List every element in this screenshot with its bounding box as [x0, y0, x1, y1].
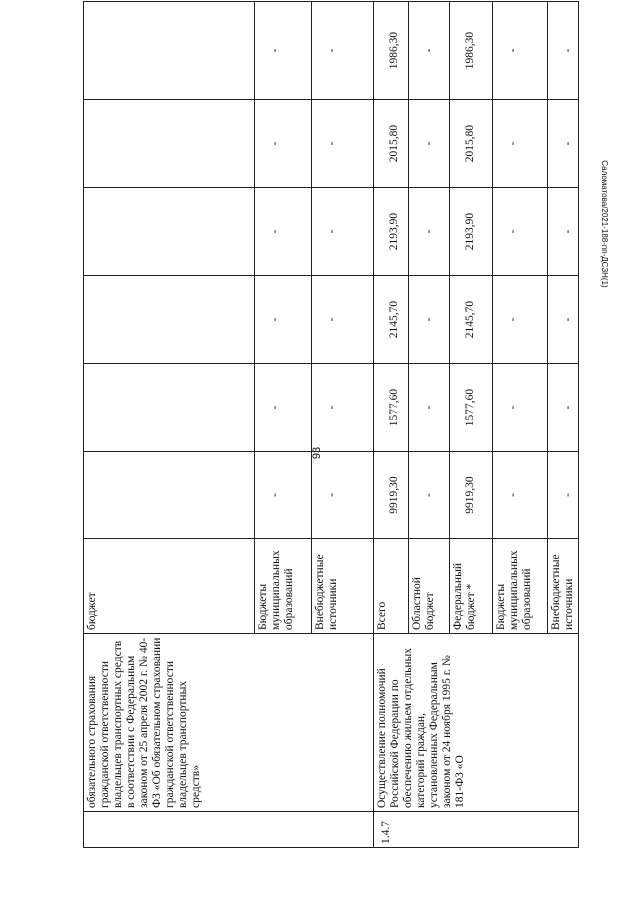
row-code: 1.4.7 [374, 812, 579, 848]
total-value [84, 452, 255, 539]
funding-source: бюджет [84, 539, 255, 634]
total-value: - [493, 452, 548, 539]
year-value: - [493, 276, 548, 364]
row-code [84, 812, 374, 848]
year-value: 2193,90 [450, 188, 493, 276]
year-value [84, 100, 255, 188]
document-code: Саломатова/2021-188-пп-ДСЗН(1) [600, 160, 609, 288]
year-value: 2145,70 [374, 276, 409, 364]
year-value: - [312, 188, 374, 276]
year-value: - [312, 276, 374, 364]
year-value [84, 364, 255, 452]
year-value: - [255, 188, 312, 276]
year-value [84, 188, 255, 276]
program-funding-table [83, 2, 574, 848]
year-value: - [255, 2, 312, 100]
year-value: - [493, 2, 548, 100]
total-value: - [312, 452, 374, 539]
year-value: 1577,60 [374, 364, 409, 452]
year-value: 1986,30 [450, 2, 493, 100]
year-value: - [312, 364, 374, 452]
year-value: - [409, 276, 450, 364]
year-value: - [493, 100, 548, 188]
funding-source: Внебюджетные источники [312, 539, 374, 634]
year-value: - [409, 188, 450, 276]
funding-source: Всего [374, 539, 409, 634]
year-value: - [255, 364, 312, 452]
year-value: 2145,70 [450, 276, 493, 364]
year-value: - [548, 188, 579, 276]
total-value: - [409, 452, 450, 539]
year-value: 2193,90 [374, 188, 409, 276]
year-value: - [548, 2, 579, 100]
total-value: - [548, 452, 579, 539]
year-value: 1986,30 [374, 2, 409, 100]
year-value: - [409, 100, 450, 188]
year-value: - [493, 364, 548, 452]
year-value: - [493, 188, 548, 276]
year-value: - [548, 100, 579, 188]
year-value: - [312, 2, 374, 100]
table-row [374, 2, 409, 848]
measure-name: обязательного страхования гражданской ответственности владельцев транспортных средств в соответствии с Федеральным законом от 25 апреля 2002 г. № 40-ФЗ «Об обязательном страховании гражданской ответственности владельцев транспортных средств» [84, 634, 374, 812]
funding-source: Бюджеты муниципальных образований [493, 539, 548, 634]
funding-source: Внебюджетные источники [548, 539, 579, 634]
year-value: - [255, 100, 312, 188]
table-row [84, 2, 255, 848]
year-value: 2015,80 [450, 100, 493, 188]
total-value: 9919,30 [450, 452, 493, 539]
total-value: 9919,30 [374, 452, 409, 539]
measure-name: Осуществление полномочий Российской Федерации по обеспечению жильем отдельных категорий граждан, установленных Федеральным законом от 24 ноября 1995 г. № 181-ФЗ «О [374, 634, 579, 812]
year-value: 2015,80 [374, 100, 409, 188]
funding-source: Областной бюджет [409, 539, 450, 634]
year-value [84, 276, 255, 364]
funding-source: Бюджеты муниципальных образований [255, 539, 312, 634]
total-value: - [255, 452, 312, 539]
year-value [84, 2, 255, 100]
year-value: - [409, 2, 450, 100]
year-value: - [548, 276, 579, 364]
page-number: 93 [311, 446, 323, 460]
year-value: - [409, 364, 450, 452]
year-value: - [312, 100, 374, 188]
year-value: - [255, 276, 312, 364]
year-value: 1577,60 [450, 364, 493, 452]
year-value: - [548, 364, 579, 452]
funding-source: Федеральный бюджет * [450, 539, 493, 634]
